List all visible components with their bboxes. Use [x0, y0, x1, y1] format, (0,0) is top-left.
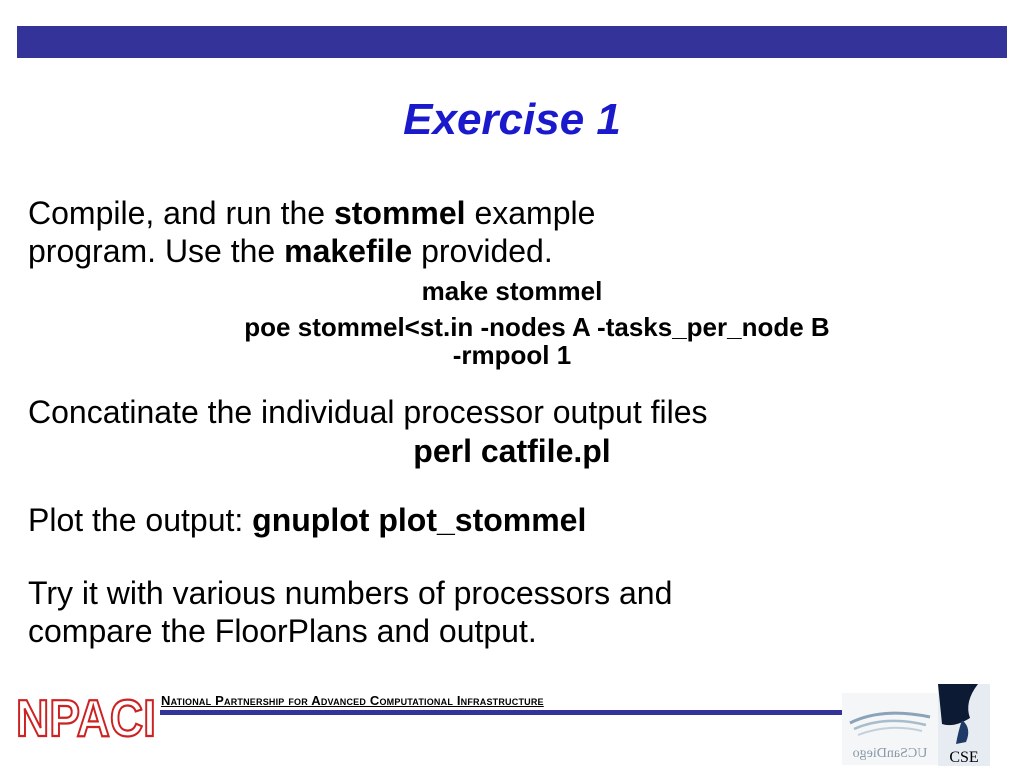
try-instruction	[28, 574, 672, 650]
npaci-logo-text: NPACI	[16, 690, 156, 748]
stommel-keyword: stommel	[333, 195, 466, 231]
compile-line-1: Compile, and run the stommel example	[28, 195, 596, 231]
compile-instruction	[28, 194, 595, 270]
npaci-logo	[16, 688, 158, 748]
gnuplot-command: gnuplot plot_stommel	[252, 502, 587, 538]
concatenate-instruction: Concatinate the individual processor output files	[28, 394, 708, 430]
makefile-keyword: makefile	[284, 233, 413, 269]
try-line-1: Try it with various numbers of processors and	[28, 575, 673, 611]
footer-organization: National Partnership for Advanced Computational Infrastructure	[161, 693, 544, 708]
poe-command-line-1: poe stommel<st.in -nodes A -tasks_per_node B	[244, 312, 830, 342]
footer-rule	[160, 710, 842, 715]
ucsd-logo-text: UCSanDiego	[852, 746, 928, 761]
perl-command: perl catfile.pl	[413, 433, 611, 469]
top-accent-bar	[17, 26, 1007, 58]
cse-logo-text: CSE	[949, 749, 979, 766]
slide-title: Exercise 1	[403, 95, 621, 144]
try-line-2: compare the FloorPlans and output.	[28, 613, 537, 649]
ucsd-logo	[842, 693, 938, 765]
poe-command-line-2: -rmpool 1	[452, 340, 572, 370]
cse-logo	[938, 684, 990, 766]
compile-line-2: program. Use the makefile provided.	[28, 233, 553, 269]
plot-instruction: Plot the output: gnuplot plot_stommel	[28, 502, 587, 538]
make-command: make stommel	[421, 276, 603, 306]
